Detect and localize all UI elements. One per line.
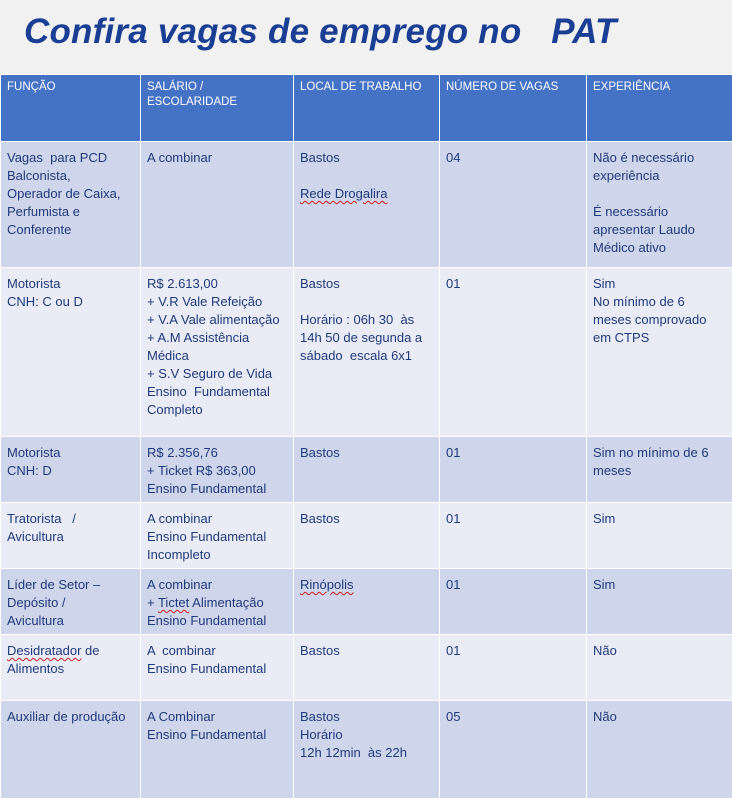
cell-local: Rinópolis <box>294 569 440 635</box>
cell-experiencia: Não é necessário experiência É necessário apresentar Laudo Médico ativo <box>587 142 732 268</box>
cell-experiencia: Sim no mínimo de 6 meses <box>587 437 732 503</box>
cell-funcao: Motorista CNH: D <box>1 437 141 503</box>
jobs-table <box>0 74 732 799</box>
cell-funcao: Auxiliar de produção <box>1 701 141 799</box>
table-row <box>1 503 732 569</box>
table-row <box>1 437 732 503</box>
cell-experiencia: Não <box>587 701 732 799</box>
cell-salario: A combinar Ensino Fundamental <box>141 635 294 701</box>
title-bar <box>0 0 732 74</box>
cell-funcao: Tratorista / Avicultura <box>1 503 141 569</box>
cell-local: Bastos Horário 12h 12min às 22h <box>294 701 440 799</box>
header-local: LOCAL DE TRABALHO <box>294 75 440 142</box>
cell-vagas: 01 <box>440 569 587 635</box>
cell-experiencia: Sim No mínimo de 6 meses comprovado em CTPS <box>587 268 732 437</box>
cell-experiencia: Não <box>587 635 732 701</box>
cell-local: Bastos <box>294 437 440 503</box>
table-row <box>1 635 732 701</box>
cell-funcao: Desidratador de Alimentos <box>1 635 141 701</box>
cell-funcao: Motorista CNH: C ou D <box>1 268 141 437</box>
cell-salario: A Combinar Ensino Fundamental <box>141 701 294 799</box>
cell-vagas: 01 <box>440 268 587 437</box>
table-row <box>1 142 732 268</box>
table-header-row <box>1 75 732 142</box>
header-experiencia: EXPERIÊNCIA <box>587 75 732 142</box>
header-funcao: FUNÇÃO <box>1 75 141 142</box>
table-row <box>1 569 732 635</box>
cell-salario: A combinar + Tictet Alimentação Ensino Fundamental <box>141 569 294 635</box>
cell-salario: A combinar Ensino Fundamental Incompleto <box>141 503 294 569</box>
table-row <box>1 268 732 437</box>
cell-salario: R$ 2.356,76 + Ticket R$ 363,00 Ensino Fundamental <box>141 437 294 503</box>
cell-vagas: 01 <box>440 437 587 503</box>
cell-vagas: 01 <box>440 503 587 569</box>
page-title: Confira vagas de emprego no PAT <box>24 12 617 51</box>
cell-salario: A combinar <box>141 142 294 268</box>
cell-experiencia: Sim <box>587 569 732 635</box>
cell-vagas: 04 <box>440 142 587 268</box>
table-row <box>1 701 732 799</box>
cell-local: Bastos <box>294 503 440 569</box>
cell-local: Bastos Horário : 06h 30 às 14h 50 de segunda a sábado escala 6x1 <box>294 268 440 437</box>
cell-vagas: 05 <box>440 701 587 799</box>
cell-experiencia: Sim <box>587 503 732 569</box>
header-vagas: NÚMERO DE VAGAS <box>440 75 587 142</box>
cell-local: Bastos <box>294 635 440 701</box>
cell-funcao: Vagas para PCD Balconista, Operador de Caixa, Perfumista e Conferente <box>1 142 141 268</box>
cell-salario: R$ 2.613,00 + V.R Vale Refeição + V.A Vale alimentação + A.M Assistência Médica + S.V Seguro de Vida Ensino Fundamental Completo <box>141 268 294 437</box>
cell-vagas: 01 <box>440 635 587 701</box>
header-salario: SALÁRIO / ESCOLARIDADE <box>141 75 294 142</box>
cell-funcao: Líder de Setor – Depósito / Avicultura <box>1 569 141 635</box>
cell-local: Bastos Rede Drogalira <box>294 142 440 268</box>
